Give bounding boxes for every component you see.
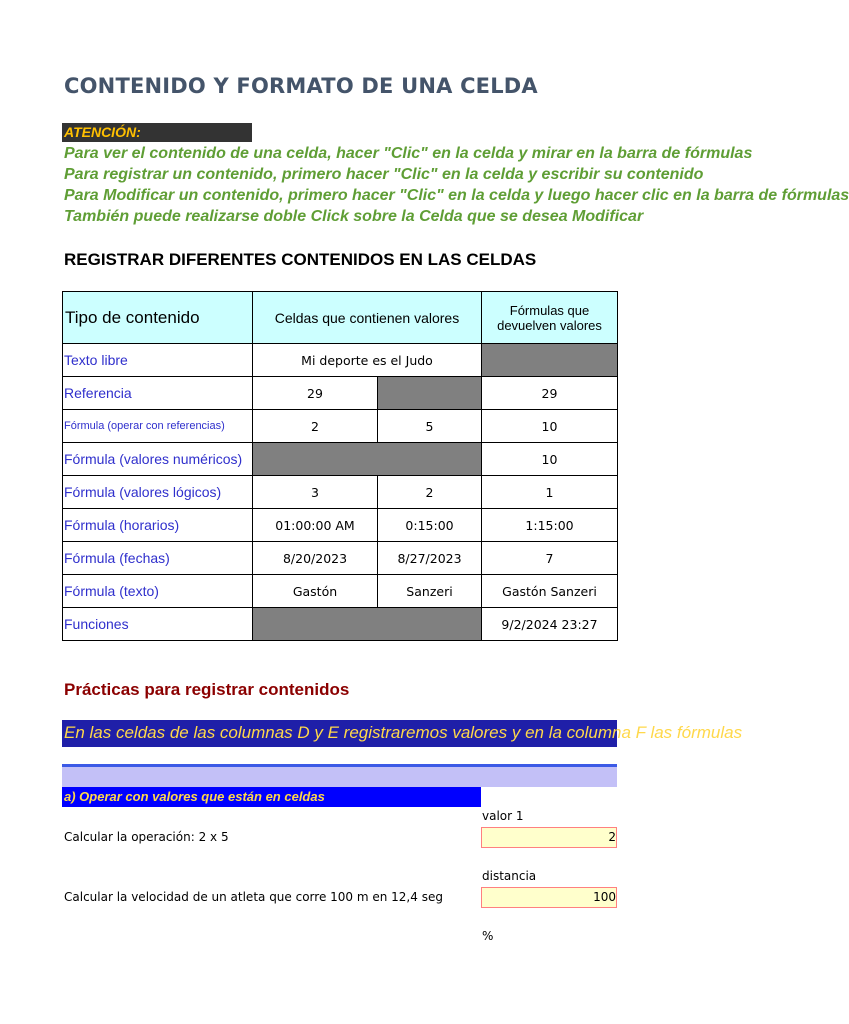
attention-label: ATENCIÓN: — [64, 124, 141, 140]
row-label[interactable]: Fórmula (fechas) — [63, 542, 253, 575]
result-cell[interactable]: 9/2/2024 23:27 — [482, 608, 618, 641]
instruction-band-text: En las celdas de las columnas D y E registraremos valores y en la columna F las fórmulas — [64, 723, 743, 742]
header-formulas[interactable]: Fórmulas que devuelven valores — [482, 292, 618, 344]
value-cell[interactable]: 8/27/2023 — [378, 542, 482, 575]
empty-gray-cell[interactable] — [253, 443, 482, 476]
value-cell[interactable]: 2 — [253, 410, 378, 443]
value-cell[interactable]: 01:00:00 AM — [253, 509, 378, 542]
table-row — [63, 443, 618, 476]
empty-gray-cell[interactable] — [378, 377, 482, 410]
value-cell[interactable]: Gastón — [253, 575, 378, 608]
value-cell[interactable]: 5 — [378, 410, 482, 443]
value-cell[interactable]: 29 — [253, 377, 378, 410]
row-label[interactable]: Referencia — [63, 377, 253, 410]
row-label[interactable]: Fórmula (valores lógicos) — [63, 476, 253, 509]
result-cell[interactable]: 10 — [482, 443, 618, 476]
value-cell[interactable]: 0:15:00 — [378, 509, 482, 542]
result-cell[interactable]: 10 — [482, 410, 618, 443]
row-label[interactable]: Fórmula (texto) — [63, 575, 253, 608]
lavender-stripe — [62, 767, 617, 787]
table-row — [63, 344, 618, 377]
practicas-title: Prácticas para registrar contenidos — [64, 680, 350, 699]
empty-gray-cell[interactable] — [482, 344, 618, 377]
table-row — [63, 608, 618, 641]
result-cell[interactable]: Gastón Sanzeri — [482, 575, 618, 608]
table-row — [63, 476, 618, 509]
exercise-label[interactable]: Calcular la operación: 2 x 5 — [64, 830, 229, 844]
value-input-cell[interactable]: 100 — [481, 887, 617, 908]
value-cell[interactable]: Mi deporte es el Judo — [253, 344, 482, 377]
result-cell[interactable]: 7 — [482, 542, 618, 575]
value-cell[interactable]: 3 — [253, 476, 378, 509]
instruction-line: También puede realizarse doble Click sobre la Celda que se desea Modificar — [64, 208, 644, 225]
column-header-valor1[interactable]: valor 1 — [482, 809, 524, 823]
header-tipo[interactable]: Tipo de contenido — [63, 292, 253, 344]
empty-gray-cell[interactable] — [253, 608, 482, 641]
column-header-percent[interactable]: % — [482, 929, 494, 943]
value-cell[interactable]: Sanzeri — [378, 575, 482, 608]
table-row — [63, 542, 618, 575]
value-cell[interactable]: 8/20/2023 — [253, 542, 378, 575]
section-title: REGISTRAR DIFERENTES CONTENIDOS EN LAS CELDAS — [64, 250, 537, 269]
contents-table — [62, 291, 618, 641]
result-cell[interactable]: 1 — [482, 476, 618, 509]
instruction-line: Para registrar un contenido, primero hacer "Clic" en la celda y escribir su contenido — [64, 166, 704, 183]
column-header-distancia[interactable]: distancia — [482, 869, 537, 883]
table-row — [63, 410, 618, 443]
row-label[interactable]: Fórmula (valores numéricos) — [63, 443, 253, 476]
instruction-line: Para ver el contenido de una celda, hacer "Clic" en la celda y mirar en la barra de fórmulas — [64, 145, 753, 162]
row-label[interactable]: Texto libre — [63, 344, 253, 377]
table-header-row — [63, 292, 618, 344]
subsection-title: a) Operar con valores que están en celdas — [64, 789, 325, 804]
value-cell[interactable]: 2 — [378, 476, 482, 509]
row-label[interactable]: Funciones — [63, 608, 253, 641]
result-cell[interactable]: 29 — [482, 377, 618, 410]
table-row — [63, 377, 618, 410]
value-input-cell[interactable]: 2 — [481, 827, 617, 848]
table-row — [63, 509, 618, 542]
exercise-label[interactable]: Calcular la velocidad de un atleta que corre 100 m en 12,4 seg — [64, 890, 443, 904]
header-celdas[interactable]: Celdas que contienen valores — [253, 292, 482, 344]
row-label[interactable]: Fórmula (operar con referencias) — [63, 410, 253, 443]
row-label[interactable]: Fórmula (horarios) — [63, 509, 253, 542]
result-cell[interactable]: 1:15:00 — [482, 509, 618, 542]
table-row — [63, 575, 618, 608]
instruction-line: Para Modificar un contenido, primero hacer "Clic" en la celda y luego hacer clic en la barra de fórmulas — [64, 187, 849, 204]
page-title: CONTENIDO Y FORMATO DE UNA CELDA — [64, 74, 538, 98]
